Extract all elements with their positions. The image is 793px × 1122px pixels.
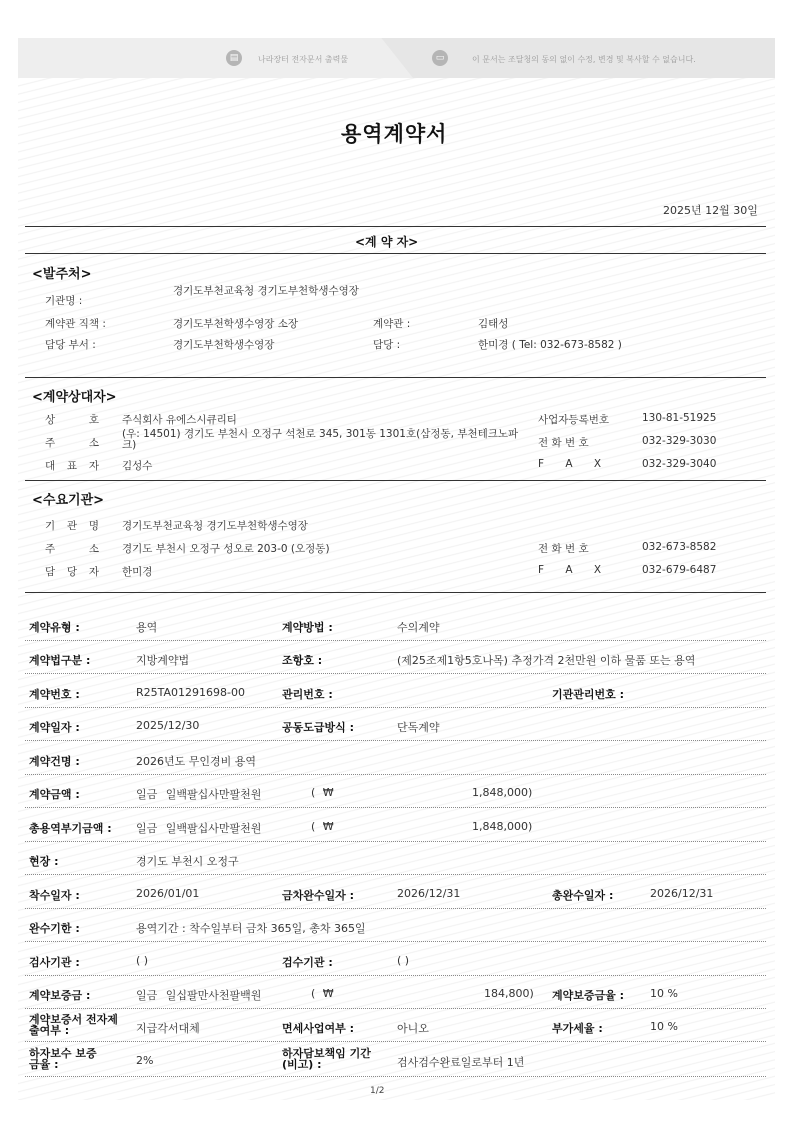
this-complete-label: 금차완수일자 :: [282, 889, 354, 902]
joint-value: 단독계약: [397, 721, 440, 734]
rule: [25, 377, 766, 378]
row-divider: [25, 673, 766, 674]
contractor-section-title: <계약상대자>: [32, 390, 117, 405]
ordering-org-value: 경기도부천교육청 경기도부천학생수영장: [173, 285, 359, 297]
this-complete-value: 2026/12/31: [397, 887, 461, 900]
total-amount-number: 1,848,000): [472, 820, 533, 833]
copy-notice: 이 문서는 조달청의 동의 없이 수정, 변경 및 복사할 수 없습니다.: [472, 55, 696, 64]
inspect-value: ( ): [136, 954, 149, 967]
contractor-fax-value: 032-329-3040: [642, 458, 717, 470]
officer-value: 김태성: [478, 318, 509, 330]
page-number: 1/2: [370, 1086, 385, 1096]
article-value: (제25조제1항5호나목) 추정가격 2천만원 이하 물품 또는 용역: [397, 654, 696, 667]
printer-icon: ▭: [432, 50, 448, 66]
print-label: 나라장터 전자문서 출력물: [258, 55, 349, 64]
vat-value: 10 %: [650, 1020, 678, 1033]
contract-no-value: R25TA01291698-00: [136, 686, 245, 699]
document-icon: ▤: [226, 50, 242, 66]
inspect-label: 검사기관 :: [29, 956, 80, 969]
row-divider: [25, 707, 766, 708]
row-divider: [25, 975, 766, 976]
demand-name-label: 기 관 명: [45, 520, 99, 532]
total-amount-label: 총용역부기금액 :: [29, 822, 112, 835]
mgmt-no-label: 관리번호 :: [282, 688, 333, 701]
demand-address-value: 경기도 부천시 오정구 성오로 203-0 (오정동): [122, 543, 330, 555]
guarantee-won-open: ( ₩: [311, 987, 334, 1000]
demand-fax-value: 032-679-6487: [642, 564, 717, 576]
site-value: 경기도 부천시 오정구: [136, 855, 239, 868]
contract-date-label: 계약일자 :: [29, 721, 80, 734]
contractor-rep-label: 대 표 자: [45, 460, 99, 472]
contractor-name-value: 주식회사 유에스시큐리티: [122, 414, 237, 426]
rule: [25, 480, 766, 481]
defect-period-value: 검사검수완료일로부터 1년: [397, 1056, 525, 1069]
demand-fax-label: F A X: [538, 564, 602, 576]
rule: [25, 253, 766, 254]
law-value: 지방계약법: [136, 654, 190, 667]
contractor-tel-label: 전 화 번 호: [538, 437, 589, 449]
contract-name-value: 2026년도 무인경비 용역: [136, 755, 256, 768]
inst-mgmt-no-label: 기관관리번호 :: [552, 688, 624, 701]
total-won-open: ( ₩: [311, 820, 334, 833]
contract-date-top: 2025년 12월 30일: [663, 204, 758, 217]
contractor-tel-value: 032-329-3030: [642, 435, 717, 447]
demand-section-title: <수요기관>: [32, 493, 105, 508]
row-divider: [25, 774, 766, 775]
law-label: 계약법구분 :: [29, 654, 91, 667]
tax-exempt-value: 아니오: [397, 1022, 429, 1035]
contractor-rep-value: 김성수: [122, 460, 153, 472]
guarantee-submit-label: 계약보증서 전자제출여부 :: [29, 1013, 118, 1037]
contract-method-value: 수의계약: [397, 621, 440, 634]
amount-number: 1,848,000): [472, 786, 533, 799]
rule: [25, 226, 766, 227]
start-date-value: 2026/01/01: [136, 887, 200, 900]
contact-value: 한미경 ( Tel: 032-673-8582 ): [478, 339, 622, 351]
contract-method-label: 계약방법 :: [282, 621, 333, 634]
guarantee-rate-value: 10 %: [650, 987, 678, 1000]
defect-rate-label: 하자보수 보증금율 :: [29, 1047, 97, 1071]
page-title: 용역계약서: [341, 122, 448, 146]
dept-label: 담당 부서 :: [45, 339, 96, 351]
row-divider: [25, 640, 766, 641]
demand-contact-value: 한미경: [122, 566, 153, 578]
tax-exempt-label: 면세사업여부 :: [282, 1022, 354, 1035]
amount-won-open: ( ₩: [311, 786, 334, 799]
row-divider: [25, 908, 766, 909]
row-divider: [25, 874, 766, 875]
bizno-label: 사업자등록번호: [538, 414, 610, 426]
total-complete-label: 총완수일자 :: [552, 889, 614, 902]
demand-address-label: 주 소: [45, 543, 99, 555]
officer-title-label: 계약관 직책 :: [45, 318, 106, 330]
defect-rate-value: 2%: [136, 1054, 154, 1067]
defect-period-label: 하자담보책임 기간(비고) :: [282, 1047, 371, 1071]
contract-date-value: 2025/12/30: [136, 719, 200, 732]
row-divider: [25, 1041, 766, 1042]
parties-header: <계 약 자>: [355, 235, 419, 249]
joint-label: 공동도급방식 :: [282, 721, 354, 734]
demand-tel-value: 032-673-8582: [642, 541, 717, 553]
contract-no-label: 계약번호 :: [29, 688, 80, 701]
guarantee-text: 일금 일십팔만사천팔백원: [136, 989, 262, 1002]
dept-value: 경기도부천학생수영장: [173, 339, 275, 351]
guarantee-submit-value: 지급각서대체: [136, 1022, 200, 1035]
article-label: 조항호 :: [282, 654, 323, 667]
ordering-section-title: <발주처>: [32, 267, 92, 282]
rule: [25, 592, 766, 593]
contract-name-label: 계약건명 :: [29, 755, 80, 768]
guarantee-label: 계약보증금 :: [29, 989, 91, 1002]
ordering-org-label: 기관명 :: [45, 295, 83, 307]
site-label: 현장 :: [29, 855, 59, 868]
guarantee-number: 184,800): [484, 987, 534, 1000]
contract-type-label: 계약유형 :: [29, 621, 80, 634]
vat-label: 부가세율 :: [552, 1022, 603, 1035]
officer-title-value: 경기도부천학생수영장 소장: [173, 318, 299, 330]
guarantee-rate-label: 계약보증금율 :: [552, 989, 624, 1002]
banner-left-segment: [18, 38, 413, 78]
row-divider: [25, 841, 766, 842]
start-date-label: 착수일자 :: [29, 889, 80, 902]
total-complete-value: 2026/12/31: [650, 887, 714, 900]
total-amount-text: 일금 일백팔십사만팔천원: [136, 822, 262, 835]
contractor-address-label: 주 소: [45, 437, 99, 449]
deadline-label: 완수기한 :: [29, 922, 80, 935]
demand-tel-label: 전 화 번 호: [538, 543, 589, 555]
demand-name-value: 경기도부천교육청 경기도부천학생수영장: [122, 520, 308, 532]
row-divider: [25, 941, 766, 942]
accept-label: 검수기관 :: [282, 956, 333, 969]
accept-value: ( ): [397, 954, 410, 967]
officer-label: 계약관 :: [373, 318, 411, 330]
row-divider: [25, 807, 766, 808]
contract-type-value: 용역: [136, 621, 158, 634]
bizno-value: 130-81-51925: [642, 412, 717, 424]
row-divider: [25, 740, 766, 741]
contractor-name-label: 상 호: [45, 414, 99, 426]
contact-label: 담당 :: [373, 339, 401, 351]
row-divider: [25, 1076, 766, 1077]
amount-text: 일금 일백팔십사만팔천원: [136, 788, 262, 801]
contractor-address-value: (우: 14501) 경기도 부천시 오정구 석천로 345, 301동 1301호(삼정동, 부천테크노파크): [122, 428, 519, 451]
amount-label: 계약금액 :: [29, 788, 80, 801]
deadline-value: 용역기간 : 착수일부터 금차 365일, 총차 365일: [136, 922, 366, 935]
row-divider: [25, 1008, 766, 1009]
contractor-fax-label: F A X: [538, 458, 602, 470]
demand-contact-label: 담 당 자: [45, 566, 99, 578]
